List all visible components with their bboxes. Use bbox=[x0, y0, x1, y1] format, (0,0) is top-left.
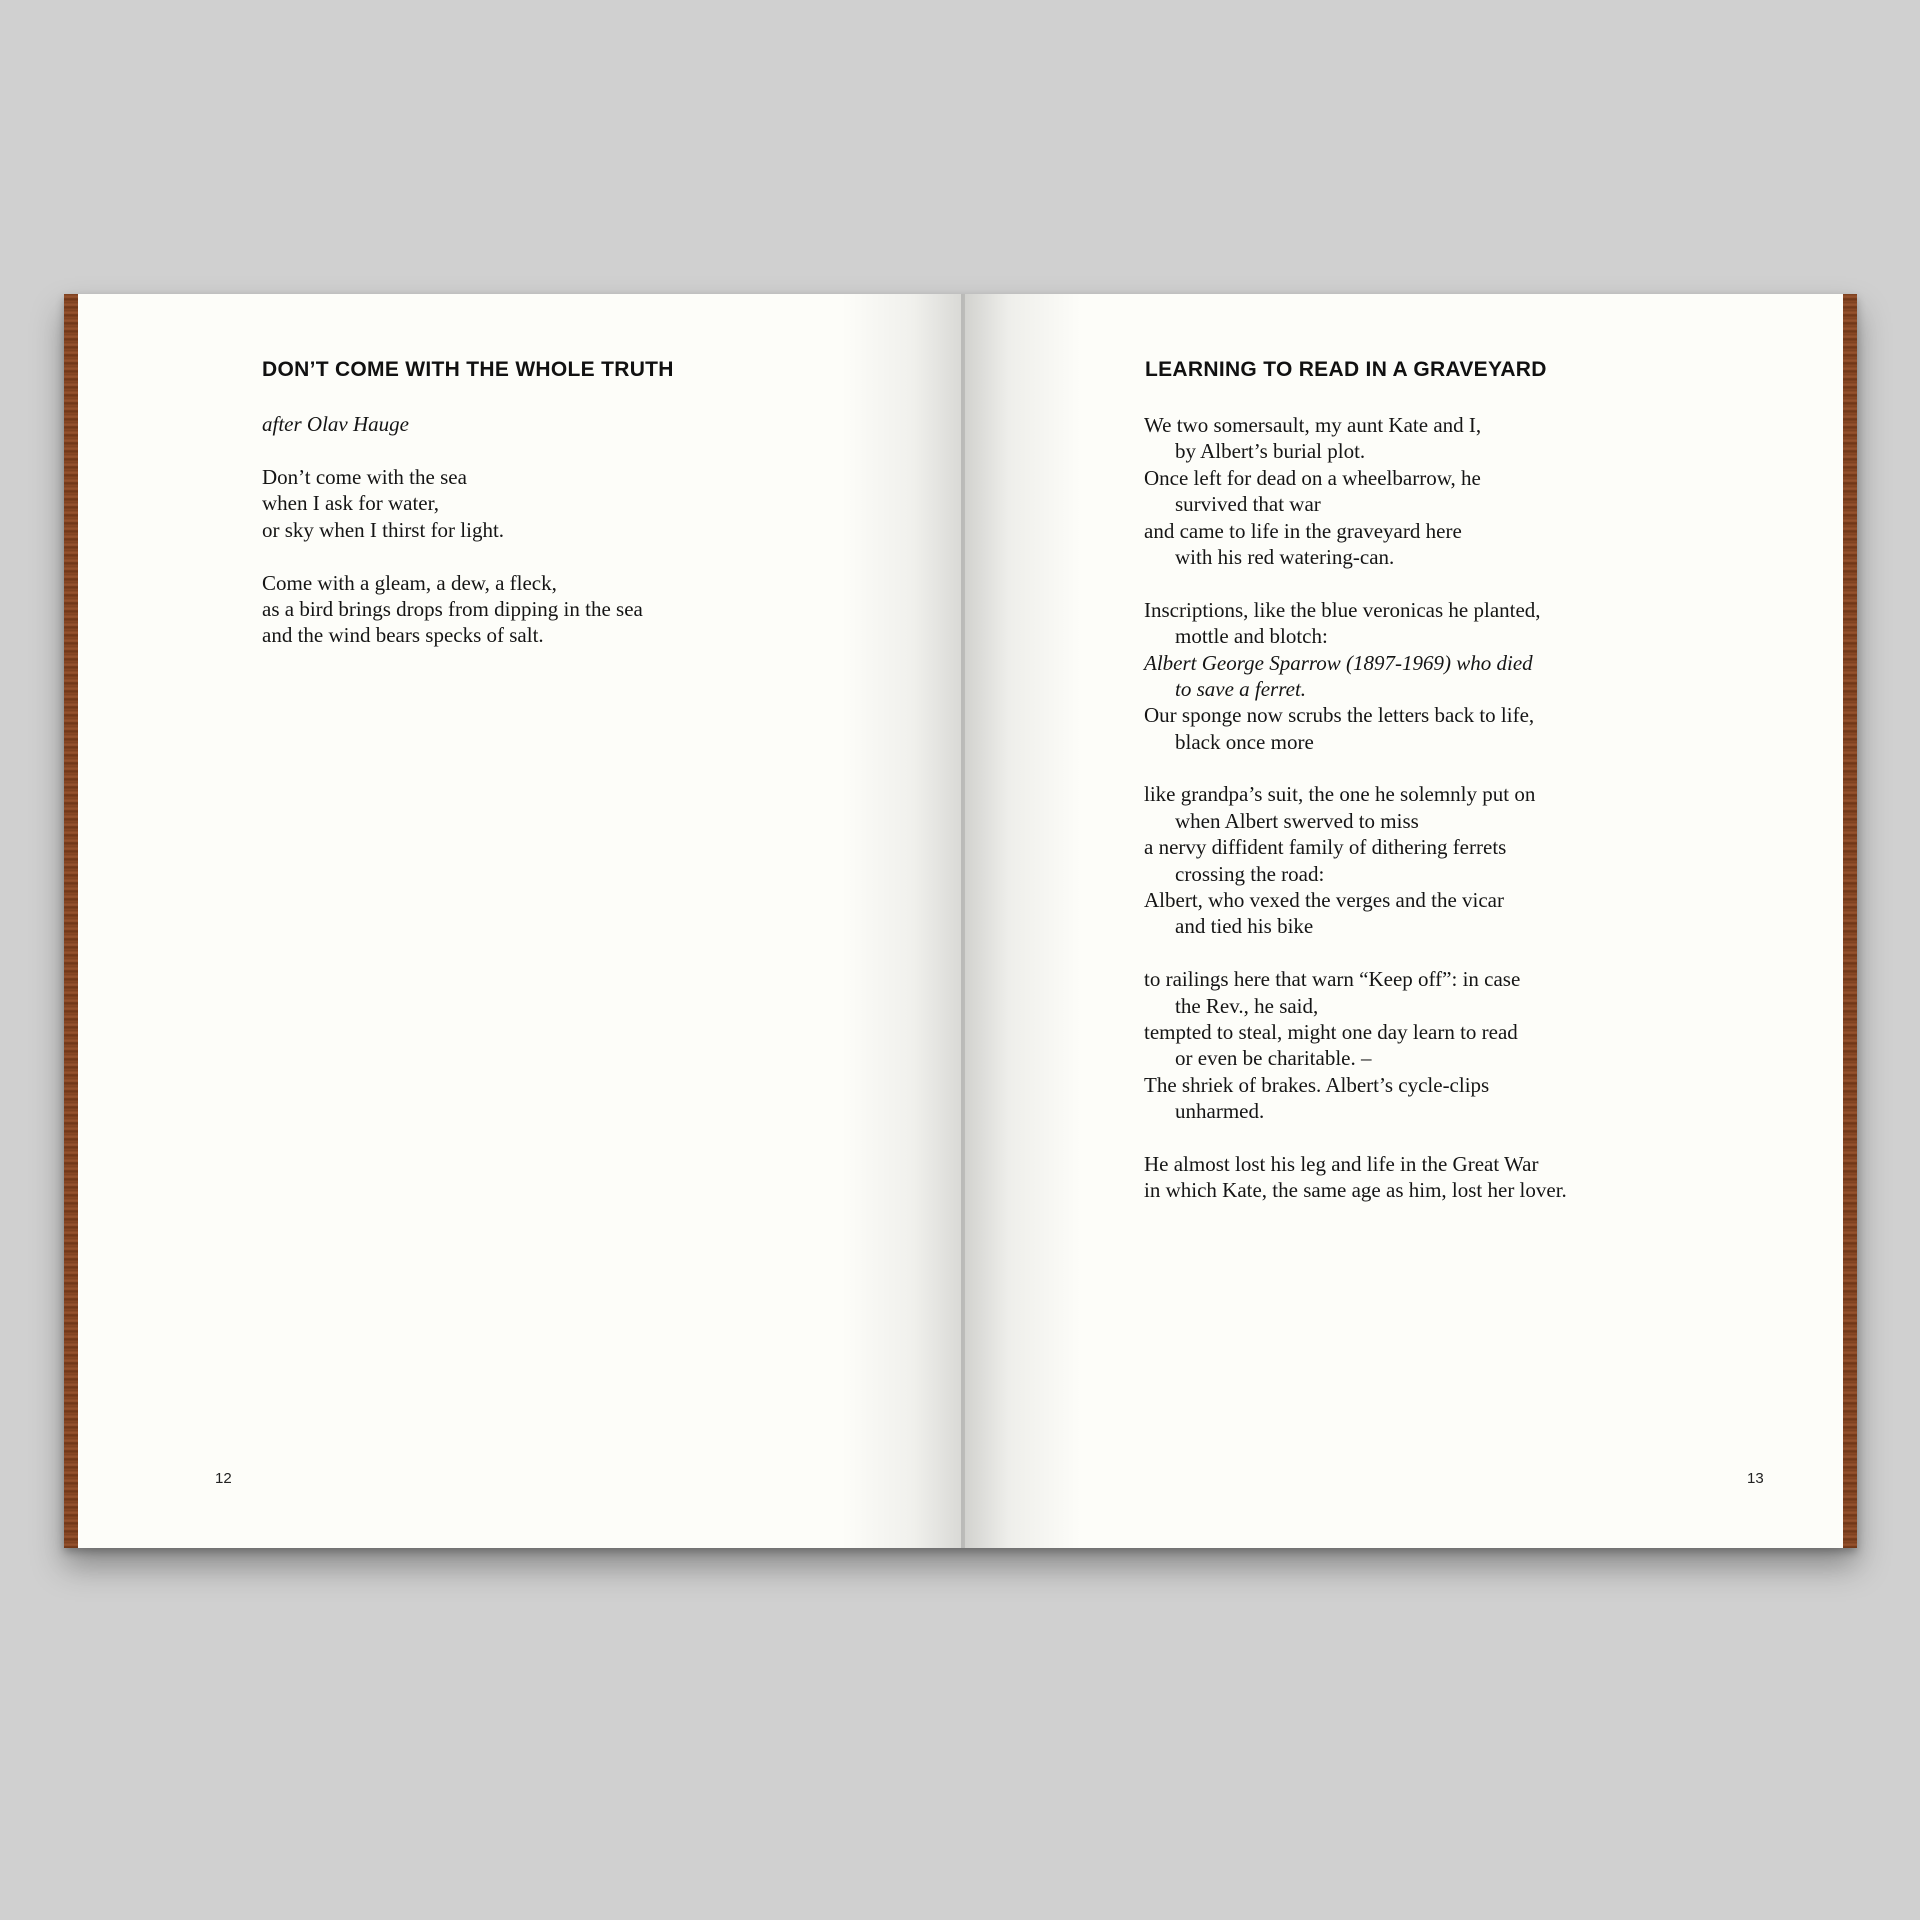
poem-line: or sky when I thirst for light. bbox=[262, 517, 505, 542]
poem-line: to railings here that warn “Keep off”: in case bbox=[1144, 967, 1521, 992]
stanza-break bbox=[1144, 1125, 1567, 1151]
poem-line: Come with a gleam, a dew, a fleck, bbox=[262, 570, 557, 595]
poem-line: and the wind bears specks of salt. bbox=[262, 623, 544, 648]
page-number: 12 bbox=[215, 1470, 232, 1487]
poem-line: by Albert’s burial plot. bbox=[1175, 439, 1366, 464]
poem-body bbox=[1144, 412, 1567, 1204]
poem-line: unharmed. bbox=[1175, 1099, 1265, 1124]
poem-title: LEARNING TO READ IN A GRAVEYARD bbox=[1145, 358, 1547, 381]
poem-line: with his red watering-can. bbox=[1175, 544, 1395, 569]
left-page bbox=[78, 294, 961, 1548]
open-book bbox=[64, 294, 1857, 1548]
book-cover-edge-right bbox=[1843, 294, 1857, 1548]
right-page bbox=[961, 294, 1843, 1548]
poem-line: in which Kate, the same age as him, lost her lover. bbox=[1144, 1178, 1567, 1203]
stanza-break bbox=[1144, 755, 1567, 781]
poem-line: Don’t come with the sea bbox=[262, 465, 467, 489]
book-cover-edge-left bbox=[64, 294, 78, 1548]
poem-line: as a bird brings drops from dipping in the sea bbox=[262, 596, 643, 621]
gutter-shadow bbox=[841, 294, 961, 1548]
poem-line: when Albert swerved to miss bbox=[1175, 808, 1419, 833]
poem-epigraph: after Olav Hauge bbox=[262, 412, 409, 436]
stanza-break bbox=[1144, 570, 1567, 596]
gutter-fold bbox=[961, 294, 965, 1548]
poem-line: crossing the road: bbox=[1175, 861, 1325, 886]
poem-line: Our sponge now scrubs the letters back to life, bbox=[1144, 703, 1535, 728]
poem-line: Albert, who vexed the verges and the vicar bbox=[1144, 888, 1504, 913]
poem-line: the Rev., he said, bbox=[1175, 993, 1319, 1018]
poem-body bbox=[262, 464, 643, 649]
poem-line: or even be charitable. – bbox=[1175, 1046, 1372, 1071]
poem-line: Once left for dead on a wheelbarrow, he bbox=[1144, 465, 1481, 490]
gutter-shadow bbox=[961, 294, 1081, 1548]
poem-line: to save a ferret. bbox=[1175, 676, 1307, 701]
stanza-break bbox=[262, 543, 643, 569]
poem-title: DON’T COME WITH THE WHOLE TRUTH bbox=[262, 358, 674, 381]
poem-line: and came to life in the graveyard here bbox=[1144, 518, 1462, 543]
page-number: 13 bbox=[1747, 1470, 1764, 1487]
poem-line: The shriek of brakes. Albert’s cycle-clips bbox=[1144, 1072, 1490, 1097]
poem-line: Inscriptions, like the blue veronicas he planted, bbox=[1144, 597, 1541, 622]
poem-line: He almost lost his leg and life in the Great War bbox=[1144, 1151, 1539, 1176]
poem-line: Albert George Sparrow (1897-1969) who died bbox=[1144, 650, 1533, 675]
poem-line: mottle and blotch: bbox=[1175, 624, 1328, 649]
stanza-break bbox=[1144, 940, 1567, 966]
poem-line: black once more bbox=[1175, 729, 1314, 754]
poem-line: when I ask for water, bbox=[262, 491, 440, 516]
poem-line: like grandpa’s suit, the one he solemnly put on bbox=[1144, 782, 1536, 807]
poem-line: a nervy diffident family of dithering ferrets bbox=[1144, 835, 1507, 860]
poem-line: survived that war bbox=[1175, 492, 1321, 517]
poem-line: tempted to steal, might one day learn to read bbox=[1144, 1019, 1518, 1044]
poem-line: and tied his bike bbox=[1175, 914, 1314, 939]
poem-line: We two somersault, my aunt Kate and I, bbox=[1144, 413, 1482, 437]
